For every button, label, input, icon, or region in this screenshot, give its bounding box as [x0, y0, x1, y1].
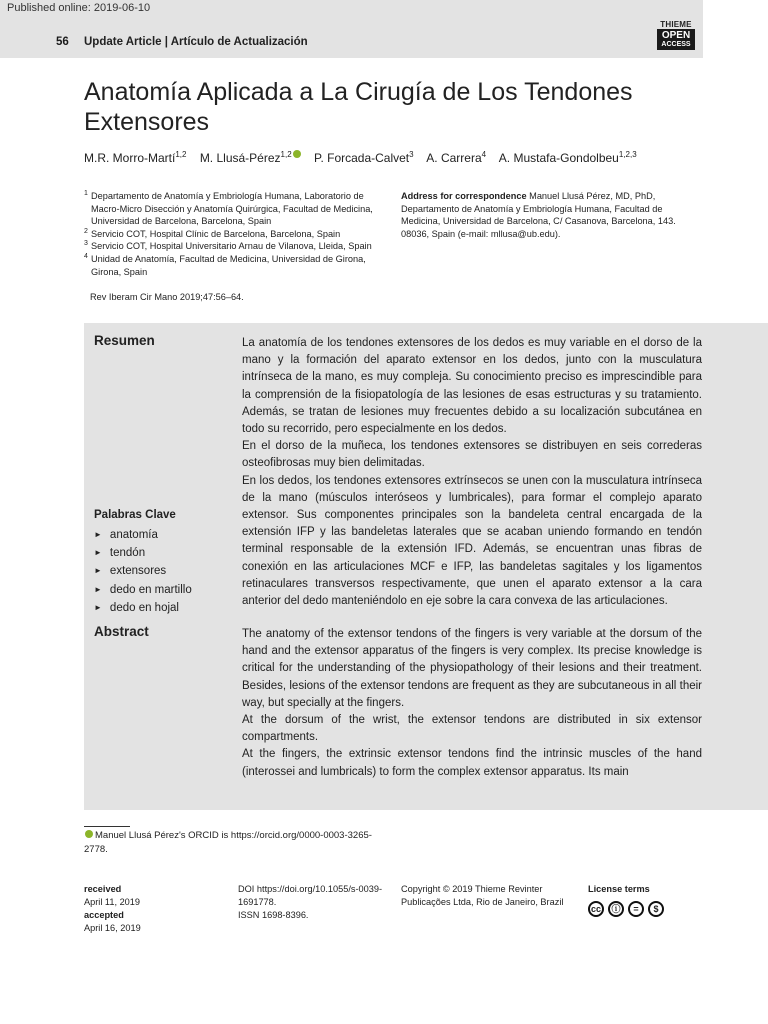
- license-block: [588, 883, 698, 917]
- keywords-heading: Palabras Clave: [94, 509, 176, 521]
- abstract-paragraph: The anatomy of the extensor tendons of the fingers is very variable at the dorsum of the hand and the extensor apparatus of the fingers is very complex. Its precise knowledge is critical for the understanding of the physiopathology of their lesions and their treatment. Besides, lesions of the extensor tendons are frequent as they are subcutaneous in all their way, but specially at the fingers.: [242, 628, 702, 709]
- abstract-panel: [84, 323, 768, 810]
- author-affiliation: 1,2: [175, 150, 187, 159]
- keywords-list: [94, 526, 192, 617]
- author-list: [84, 150, 637, 165]
- author-name: A. Mustafa-Gondolbeu: [498, 151, 619, 165]
- orcid-note-text: Manuel Llusá Pérez's ORCID is https://orcid.org/0000-0003-3265-2778.: [84, 830, 372, 855]
- keyword-item: ► dedo en hojal: [94, 599, 192, 617]
- author-name: M.R. Morro-Martí: [84, 151, 176, 165]
- dates-block: [84, 883, 214, 935]
- author-affiliation: 1,2: [280, 150, 292, 159]
- top-banner: [0, 0, 703, 58]
- affiliation-item: [84, 253, 389, 278]
- cc-by-icon: ⓘ: [608, 901, 624, 917]
- license-icons[interactable]: [588, 901, 698, 917]
- license-label: License terms: [588, 884, 650, 894]
- doi-block: [238, 883, 383, 922]
- orcid-icon[interactable]: [85, 830, 93, 838]
- resumen-text: [242, 335, 702, 610]
- thieme-open-access-logo[interactable]: [657, 20, 695, 50]
- orcid-footnote: [84, 829, 384, 857]
- footnote-divider: [84, 826, 130, 827]
- keyword-item: ► extensores: [94, 562, 192, 580]
- affiliation-text: Servicio COT, Hospital Clínic de Barcelona, Barcelona, Spain: [91, 228, 341, 239]
- resumen-paragraph: La anatomía de los tendones extensores de los dedos es muy variable en el dorso de la mano y la formación del aparato extensor en los dedos, junto con la musculatura intrínseca de la mano, es muy compleja. Su conocimiento preciso es imprescindible para la comprensión de la fisiopatología de las lesiones de esas estructuras y su tratamiento. Además, se tratan de lesiones muy frecuentes debido a su localización subcutánea en todo su recorrido, pero especialmente en los dedos.: [242, 337, 702, 436]
- copyright-block: Copyright © 2019 Thieme Revinter Publicações Ltda, Rio de Janeiro, Brazil: [401, 884, 564, 907]
- affiliations: [84, 190, 389, 278]
- orcid-icon[interactable]: [293, 150, 301, 158]
- abstract-paragraph: At the dorsum of the wrist, the extensor tendons are distributed in six extensor compartments.: [242, 714, 702, 744]
- article-title: Anatomía Aplicada a La Cirugía de Los Tendones Extensores: [84, 78, 633, 136]
- affiliation-item: [84, 228, 389, 241]
- page-number: 56: [56, 36, 69, 48]
- keyword-item: ► anatomía: [94, 526, 192, 544]
- accepted-date: April 16, 2019: [84, 923, 141, 933]
- doi-label: DOI: [238, 884, 255, 894]
- accepted-label: accepted: [84, 910, 124, 920]
- resumen-paragraph: En el dorso de la muñeca, los tendones extensores se distribuyen en seis correderas osteofibrosas muy bien delimitadas.: [242, 440, 702, 470]
- doi-link[interactable]: https://doi.org/10.1055/s-0039-1691778.: [238, 884, 383, 907]
- keyword-item: ► dedo en martillo: [94, 581, 192, 599]
- author-affiliation: 1,2,3: [618, 150, 637, 159]
- author-name: M. Llusá-Pérez: [199, 151, 281, 165]
- resumen-heading: Resumen: [94, 333, 155, 348]
- cc-icon: cc: [588, 901, 604, 917]
- issn: ISSN 1698-8396.: [238, 910, 309, 920]
- logo-open: OPEN: [661, 30, 691, 41]
- correspondence-label: Address for correspondence: [401, 191, 527, 201]
- author-affiliation: 4: [481, 150, 487, 159]
- published-online-date: Published online: 2019-06-10: [7, 2, 151, 14]
- keyword-item: ► tendón: [94, 544, 192, 562]
- logo-access: ACCESS: [661, 41, 691, 48]
- resumen-paragraph: En los dedos, los tendones extensores extrínsecos se unen con la musculatura intrínseca de la mano (músculos interóseos y lumbricales), para formar el complejo aparato extensor. Sus componentes principales son la bandeleta central encargada de la extensión IFP y las bandeletas laterales que se acaban uniendo formando en tendón terminal responsable de la extensión IFD. Además, se encuentran unas fibras de conexión en las articulaciones MCF e IFP, las bandeletas sagitales y los ligamentos retinaculares transversos respectivamente, que unen el aparato extensor a la cara anterior del dedo manteniéndolo en eje sobre la cara convexa de las articulaciones.: [242, 474, 702, 608]
- affiliation-text: Departamento de Anatomía y Embriología Humana, Laboratorio de Macro-Micro Disección y Anatomía Quirúrgica, Facultad de Medicina, Universidad de Barcelona, Barcelona, Spain: [91, 191, 373, 227]
- affiliation-number: 2: [84, 227, 88, 235]
- correspondence-text: Manuel Llusá Pérez, MD, PhD, Departamento de Anatomía y Embriología Humana, Facultad de Medicina, Universidad de Barcelona, C/ Casanova, Barcelona, 143. 08036, Spain (e-mail: mllusa@ub.edu).: [401, 191, 676, 239]
- section-label: Update Article | Artículo de Actualización: [84, 36, 308, 48]
- affiliation-number: 1: [84, 190, 88, 197]
- affiliation-text: Unidad de Anatomía, Facultad de Medicina, Universidad de Girona, Girona, Spain: [91, 253, 366, 277]
- logo-publisher: THIEME: [660, 20, 692, 29]
- received-date: April 11, 2019: [84, 897, 141, 907]
- cc-nd-icon: =: [628, 901, 644, 917]
- abstract-heading: Abstract: [94, 624, 149, 639]
- author-affiliation: 3: [409, 150, 414, 159]
- affiliation-item: [84, 190, 389, 228]
- received-label: received: [84, 884, 122, 894]
- cc-nc-icon: $: [648, 901, 664, 917]
- journal-citation: Rev Iberam Cir Mano 2019;47:56–64.: [90, 292, 244, 302]
- author-name: P. Forcada-Calvet: [313, 151, 410, 165]
- abstract-paragraph: At the fingers, the extrinsic extensor tendons find the intrinsic muscles of the hand (interossei and lumbricals) to form the complex extensor apparatus. Its main: [242, 748, 702, 778]
- abstract-text: [242, 626, 702, 781]
- open-access-badge: [657, 29, 695, 50]
- correspondence-address: [401, 190, 693, 240]
- author-name: A. Carrera: [426, 151, 482, 165]
- affiliation-number: 3: [84, 240, 88, 248]
- affiliation-text: Servicio COT, Hospital Universitario Arnau de Vilanova, Lleida, Spain: [91, 241, 372, 252]
- affiliation-number: 4: [84, 252, 88, 260]
- affiliation-item: [84, 240, 389, 253]
